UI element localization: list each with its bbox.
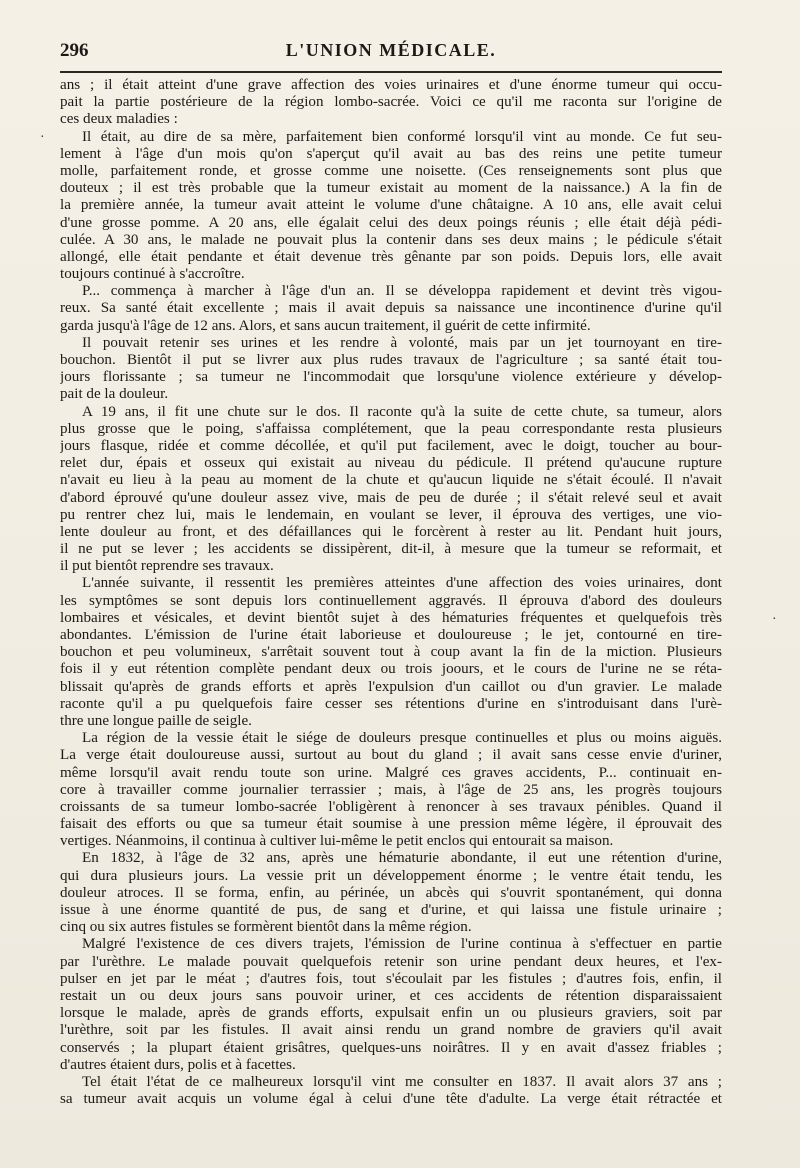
text-line: d'autres étaient durs, polis et à facettes. [60, 1056, 296, 1073]
text-line: d'abord éprouvé qu'une douleur assez vive, mais de peu de durée ; il s'était relevé seul et avait [60, 489, 722, 506]
text-line: core à travailler comme journalier terrassier ; mais, à l'âge de 25 ans, les progrès toujours [60, 781, 722, 798]
text-line: bouchon et peu volumineux, s'arrêtait souvent tout à coup avant la fin de la miction. Plusieurs [60, 644, 722, 661]
text-line: fois il y eut rétention complète pendant deux ou trois joours, et le cours de l'urine ne se réta- [60, 661, 722, 678]
text-line: issue à une énorme quantité de pus, de sang et d'urine, et qui laissa une fistule urinaire ; [60, 902, 722, 918]
text-line: lement à l'âge d'un mois qu'on s'aperçut qu'il avait au bas des reins une petite tumeur [60, 145, 722, 162]
text-line: cinq ou six autres fistules se formèrent bientôt dans la même région. [60, 919, 472, 936]
text-line: douteux ; il est très probable que la tumeur existait au moment de la naissance.) A la fin de [60, 180, 722, 197]
text-line: Tel était l'état de ce malheureux lorsqu'il vint me consulter en 1837. Il avait alors 37 ans ; [82, 1073, 722, 1090]
text-line: relet dur, épais et osseux qui existait au niveau du pédicule. Il prétend qu'aucune rupture [60, 455, 722, 472]
text-line: sa tumeur avait acquis un volume égal à celui d'une tête d'adulte. La verge était rétractée et [60, 1091, 722, 1108]
text-line: A 19 ans, il fit une chute sur le dos. Il raconte qu'à la suite de cette chute, sa tumeur, alors [82, 403, 722, 420]
text-line: raconte qu'il a pu quelquefois faire cesser ses rétentions d'urine en s'introduisant dans l'urè- [60, 695, 722, 712]
text-line: faisait des efforts ou que sa tumeur était soumise à une pression même légère, il éprouvait des [60, 816, 722, 833]
text-line: il ne put se lever ; les accidents se dissipèrent, dit-il, à mesure que la tumeur se reformait, et [60, 541, 722, 558]
text-line: conservés ; la plupart étaient grisâtres, quelques-uns noirâtres. Il y en avait d'assez friables ; [60, 1039, 722, 1056]
text-line: il put bientôt reprendre ses travaux. [60, 558, 274, 575]
text-line: croissants de sa tumeur lombo-sacrée l'obligèrent à renoncer à ses travaux pénibles. Quand il [60, 798, 722, 815]
text-line: jours flasque, ridée et comme décollée, et qu'il put facilement, avec le doigt, toucher au bour- [60, 437, 722, 454]
text-line: toujours continué à s'accroître. [60, 266, 245, 283]
text-line: qui dura plusieurs jours. La vessie prit un développement énorme ; le ventre était tendu, les [60, 867, 722, 884]
text-line: allongé, elle était pendante et était devenue très gênante par son poids. Depuis lors, elle avait [60, 248, 722, 265]
text-line: vertiges. Néanmoins, il continua à cultiver lui-même le petit enclos qui entourait sa maison. [60, 833, 614, 850]
text-line: d'une grosse pomme. A 20 ans, elle égalait celui des deux poings réunis ; elle était déjà pédi- [60, 214, 722, 231]
text-line: La verge était douloureuse aussi, surtout au bout du gland ; il avait sans cesse envie d'uriner, [60, 747, 722, 764]
text-line: molle, parfaitement ronde, et grosse comme une noisette. (Ces renseignements sont plus que [60, 162, 722, 179]
text-line: douleur atroces. Il se forma, enfin, au périnée, un abcès qui s'ouvrit spontanément, qui donna [60, 884, 722, 901]
text-line: lente douleur au front, et des défaillances qui le forcèrent à rester au lit. Pendant huit jours, [60, 523, 722, 540]
text-line: ans ; il était atteint d'une grave affection des voies urinaires et d'une énorme tumeur qui occu- [60, 77, 722, 93]
text-line: pu rentrer chez lui, mais le lendemain, en voulant se lever, il éprouva des vertiges, une vio- [60, 506, 722, 523]
text-line: garda jusqu'à l'âge de 12 ans. Alors, et sans aucun traitement, il guérit de cette infirmité. [60, 317, 591, 334]
text-line: Il était, au dire de sa mère, parfaitement bien conformé lorsqu'il vint au monde. Ce fut seu- [82, 128, 722, 145]
text-line: par l'urèthre. Le malade pouvait quelquefois retenir son urine pendant deux heures, et l'ex- [60, 953, 722, 970]
text-line: lombaires et vésicales, et devint bientôt sujet à des hématuries fréquentes et quelquefois très [60, 609, 722, 626]
text-line: la première année, la tumeur avait atteint le volume d'une châtaigne. A 10 ans, elle avait celui [60, 197, 722, 214]
text-line: plus grosse que le poing, s'affaissa complétement, que la peau correspondante resta plusieurs [60, 420, 722, 437]
text-line: lorsque le malade, après de grands efforts, expulsait enfin un ou plusieurs graviers, soit par [60, 1005, 722, 1022]
text-line: l'urèthre, soit par les fistules. Il avait ainsi rendu un grand nombre de graviers qu'il avait [60, 1022, 722, 1039]
text-line: pulser en jet par le méat ; d'autres fois, tout s'écoulait par les fistules ; d'autres fois, enfin, il [60, 970, 722, 987]
text-line: L'année suivante, il ressentit les premières atteintes d'une affection des voies urinaires, dont [82, 575, 722, 592]
text-line: La région de la vessie était le siége de douleurs presque continuelles et plus ou moins aiguës. [82, 730, 722, 747]
text-line: jours florissante ; sa tumeur ne l'incommodait que lorsqu'une violence extérieure y dévelop- [60, 369, 722, 386]
text-line: P... commença à marcher à l'âge d'un an. Il se développa rapidement et devint très vigou- [82, 283, 722, 300]
text-line: n'avait eu lieu à la peau au moment de la chute et qu'aucun liquide ne s'était écoulé. Il n'avait [60, 472, 722, 489]
text-line: pait de la douleur. [60, 386, 169, 403]
margin-mark: · [772, 612, 777, 627]
text-line: ces deux maladies : [60, 111, 178, 128]
margin-mark: · [40, 130, 45, 145]
text-line: thre une longue paille de seigle. [60, 712, 252, 729]
header-rule [60, 71, 722, 73]
text-line: Il pouvait retenir ses urines et les rendre à volonté, mais par un jet tournoyant en tire- [82, 334, 722, 351]
text-line: pait la partie postérieure de la région lombo-sacrée. Voici ce qu'il me raconta sur l'origine de [60, 94, 722, 111]
text-line: En 1832, à l'âge de 32 ans, après une hématurie abondante, il eut une rétention d'urine, [82, 850, 722, 867]
body-text [60, 77, 722, 1108]
text-line: culée. A 30 ans, le malade ne pouvait plus la contenir dans ses deux mains ; le pédicule s'était [60, 231, 722, 248]
page-number: 296 [60, 40, 89, 61]
text-line: Malgré l'existence de ces divers trajets, l'émission de l'urine continua à s'effectuer en partie [82, 936, 722, 953]
page-header [60, 40, 722, 68]
text-line: les symptômes se sont depuis lors continuellement aggravés. Il éprouva d'abord des douleurs [60, 592, 722, 609]
text-line: abondantes. L'émission de l'urine était laborieuse et douloureuse ; le jet, contourné en tire- [60, 627, 722, 643]
text-line: reux. Sa santé était excellente ; mais il avait depuis sa naissance une incontinence d'urine qu'il [60, 300, 722, 317]
text-line: restait un ou deux jours sans pouvoir uriner, et ces accidents de rétention disparaissaient [60, 987, 722, 1004]
text-line: blissait qu'après de grands efforts et après l'expulsion d'un caillot ou d'un gravier. Le malade [60, 678, 722, 695]
running-title: L'UNION MÉDICALE. [285, 40, 497, 60]
text-line: même lorsqu'il avait rendu toute son urine. Malgré ces graves accidents, P... continuait en- [60, 764, 722, 781]
text-line: bouchon. Bientôt il put se livrer aux plus rudes travaux de l'agriculture ; sa santé était tou- [60, 352, 722, 368]
